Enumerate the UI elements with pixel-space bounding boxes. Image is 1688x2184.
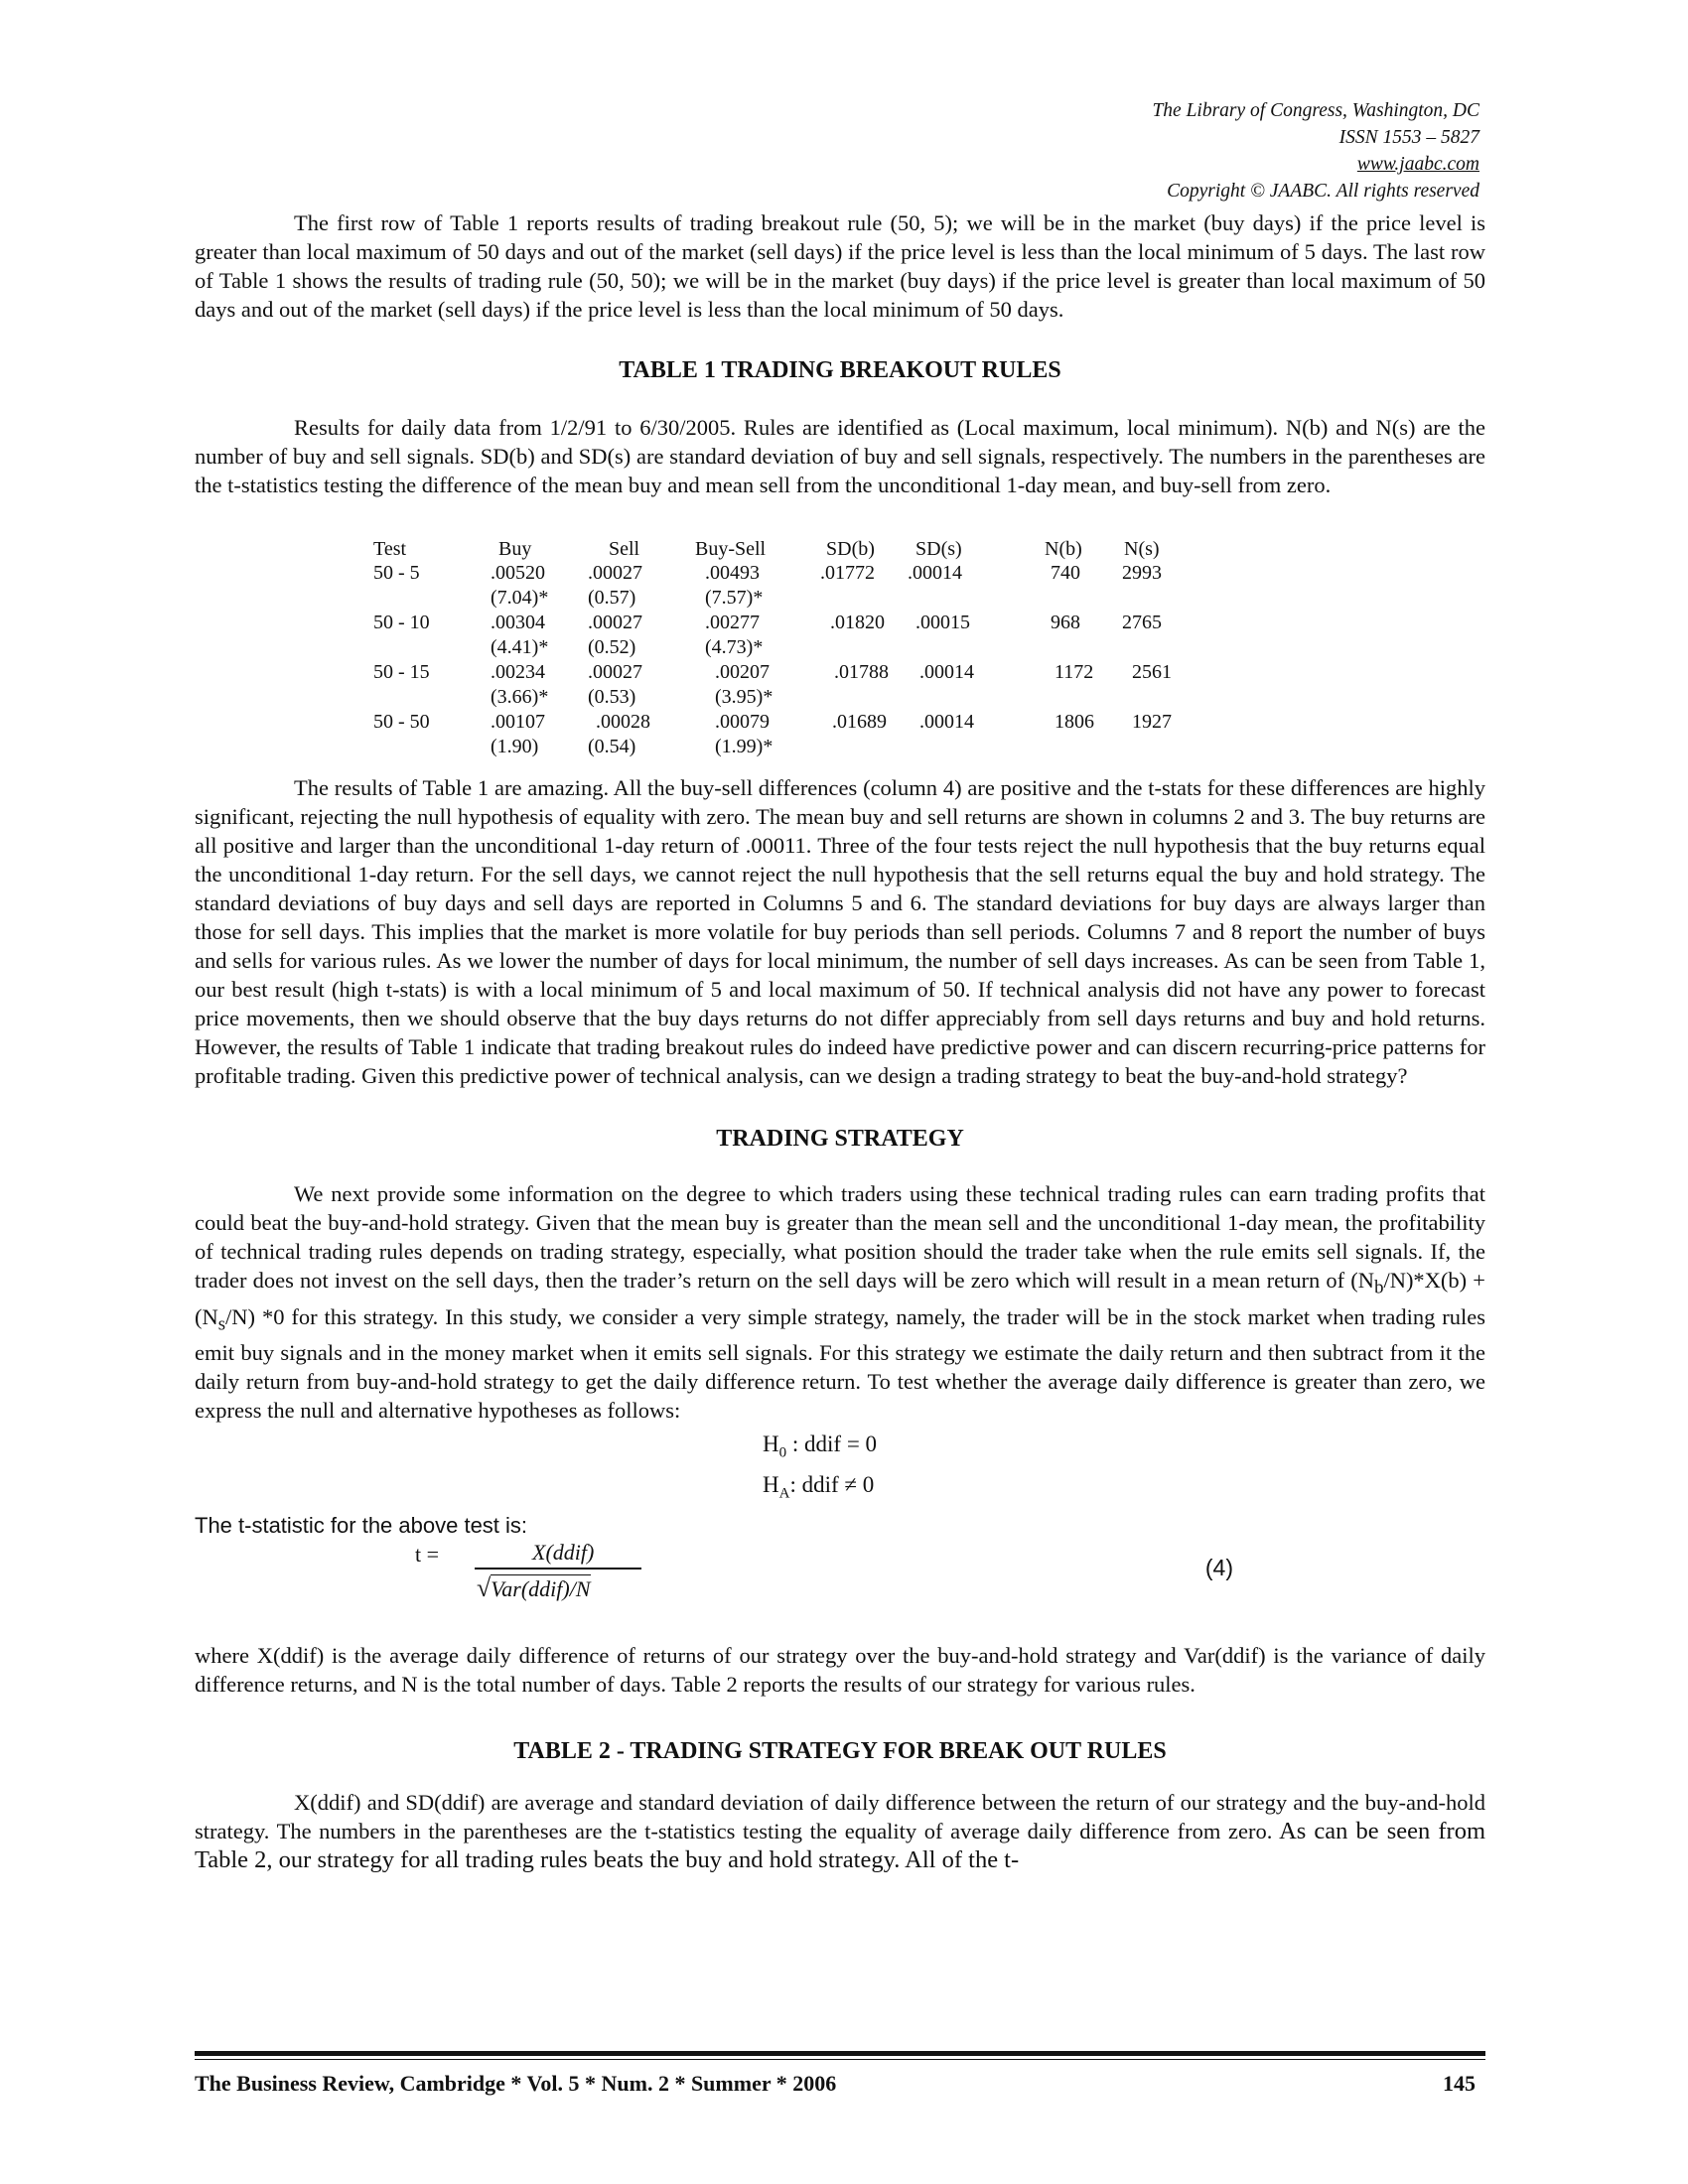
journal-citation: The Business Review, Cambridge * Vol. 5 * Num. 2 * Summer * 2006 — [195, 2071, 837, 2096]
results-paragraph: The results of Table 1 are amazing. All the buy-sell differences (column 4) are positive and the t-stats for these differences are highly significant, rejecting the null hypothesis of equality with zero. The mean buy and sell returns are shown in columns 2 and 3. The buy returns are all positive and larger than the unconditional 1-day return of .00011. Three of the four tests reject the null hypothesis that the buy returns equal the unconditional 1-day return. For the sell days, we cannot reject the null hypothesis that the sell returns equal the buy and hold strategy. The standard deviations of buy days and sell days are reported in Columns 5 and 6. The standard deviations for buy days are always larger than those for sell days. This implies that the market is more volatile for buy periods than sell periods. Columns 7 and 8 report the number of buys and sells for various rules. As we lower the number of days for local minimum, the number of sell days increases. As can be seen from Table 1, our best result (high t-stats) is with a local minimum of 5 and local maximum of 50. If technical analysis did not have any power to forecast price movements, then we should observe that the buy days returns do not differ appreciably from sell days returns and buy and hold returns. However, the results of Table 1 indicate that trading breakout rules do indeed have predictive power and can discern recurring-price patterns for profitable trading. Given this predictive power of technical analysis, can we design a trading strategy to beat the buy-and-hold strategy? — [195, 775, 1485, 1088]
row-test: 50 - 10 — [373, 612, 430, 633]
row-buy-tstat: (7.04)* — [491, 587, 549, 609]
row-buy-sell-tstat: (3.95)* — [715, 686, 774, 708]
strategy-text-c: /N) *0 for this strategy. In this study, we consider a very simple strategy, namely, the trader will be in the stock market when trading rules emit buy signals and in the money market when it emits sell signals. For this strategy we estimate the daily return and then subtract from it the daily return from buy-and-hold strategy to get the daily difference return. To test whether the average daily difference is greater than zero, we express the null and alternative hypotheses as follows: — [195, 1303, 1485, 1423]
row-nb: 1806 — [1055, 711, 1094, 733]
col-header-sdb: SD(b) — [826, 538, 875, 560]
row-nb: 968 — [1051, 612, 1080, 633]
row-ns: 2561 — [1132, 661, 1172, 683]
fraction-bar — [475, 1568, 641, 1570]
row-sds: .00014 — [919, 661, 974, 683]
row-buy-sell-tstat: (7.57)* — [705, 587, 764, 609]
equation-4 — [195, 1540, 1485, 1631]
row-buy-tstat: (4.41)* — [491, 636, 549, 658]
page-header — [983, 97, 1479, 205]
subscript-s: s — [217, 1313, 226, 1334]
col-header-buy-sell: Buy-Sell — [695, 538, 767, 560]
row-test: 50 - 50 — [373, 711, 430, 733]
row-test: 50 - 15 — [373, 661, 430, 683]
row-sell: .00027 — [588, 612, 642, 633]
row-buy-sell-tstat: (4.73)* — [705, 636, 764, 658]
row-ns: 1927 — [1132, 711, 1172, 733]
h0-subscript: 0 — [778, 1444, 787, 1461]
denominator-text: Var(ddif)/N — [491, 1576, 591, 1602]
row-sdb: .01689 — [832, 711, 887, 733]
row-buy-sell-tstat: (1.99)* — [715, 736, 774, 757]
table2-caption-b: As can be seen from Table 2, our strategy for all trading rules beats the buy and hold strategy. All of the t- — [195, 1818, 1485, 1874]
row-buy-sell: .00493 — [705, 562, 760, 584]
row-sdb: .01772 — [820, 562, 875, 584]
strategy-text-b: /N)*X(b) + (N — [195, 1268, 1485, 1329]
page-number: 145 — [1443, 2071, 1476, 2096]
col-header-test: Test — [373, 538, 407, 560]
table2-caption-a: X(ddif) and SD(ddif) are average and standard deviation of daily difference between the return of our strategy and the buy-and-hold strategy. The numbers in the parentheses are the t-statistics testing the equality of average daily difference from zero. — [195, 1790, 1485, 1844]
row-sell-tstat: (0.57) — [588, 587, 636, 609]
row-buy-sell: .00079 — [715, 711, 770, 733]
header-library: The Library of Congress, Washington, DC — [1152, 100, 1479, 121]
row-ns: 2993 — [1122, 562, 1162, 584]
row-sds: .00014 — [908, 562, 962, 584]
row-sds: .00014 — [919, 711, 974, 733]
equation-lhs: t = — [415, 1542, 440, 1568]
subscript-b: b — [1374, 1277, 1384, 1298]
table1 — [195, 535, 1485, 757]
row-sell-tstat: (0.52) — [588, 636, 636, 658]
row-sell: .00027 — [588, 562, 642, 584]
page-footer — [195, 2071, 1485, 2097]
h0-label: H — [763, 1432, 779, 1456]
ha-subscript: A — [778, 1485, 790, 1502]
col-header-ns: N(s) — [1124, 538, 1160, 560]
article-body — [195, 208, 1485, 1874]
col-header-buy: Buy — [498, 538, 532, 560]
col-header-sell: Sell — [609, 538, 640, 560]
hypotheses — [195, 1429, 1485, 1509]
null-hypothesis — [763, 1429, 1485, 1469]
equation-denominator — [477, 1573, 591, 1603]
row-sell: .00027 — [588, 661, 642, 683]
tstat-intro: The t-statistic for the above test is: — [195, 1513, 528, 1539]
row-buy: .00304 — [491, 612, 545, 633]
ha-label: H — [763, 1471, 779, 1497]
intro-paragraph: The first row of Table 1 reports results of trading breakout rule (50, 5); we will be in the market (buy days) if the price level is greater than local maximum of 50 days and out of the market (sell days) if the price level is less than the local minimum of 5 days. The last row of Table 1 shows the results of trading rule (50, 50); we will be in the market (buy days) if the price level is greater than local maximum of 50 days and out of the market (sell days) if the price level is less than the local minimum of 50 days. — [195, 210, 1485, 322]
row-ns: 2765 — [1122, 612, 1162, 633]
col-header-sds: SD(s) — [915, 538, 962, 560]
header-website-link[interactable]: www.jaabc.com — [1356, 154, 1479, 175]
header-issn: ISSN 1553 – 5827 — [1338, 127, 1479, 148]
alt-hypothesis — [763, 1469, 1485, 1510]
row-buy-sell: .00207 — [715, 661, 770, 683]
footer-rule-thick — [195, 2051, 1485, 2056]
row-sell: .00028 — [596, 711, 650, 733]
sqrt-icon: √ — [477, 1573, 492, 1603]
equation-number: (4) — [1204, 1555, 1233, 1581]
row-buy-tstat: (3.66)* — [491, 686, 549, 708]
row-nb: 1172 — [1055, 661, 1094, 683]
row-sds: .00015 — [915, 612, 970, 633]
table2-title: TABLE 2 - TRADING STRATEGY FOR BREAK OUT RULES — [513, 1738, 1167, 1765]
row-sdb: .01820 — [830, 612, 885, 633]
strategy-text-a: We next provide some information on the degree to which traders using these technical trading rules can earn trading profits that could beat the buy-and-hold strategy. Given that the mean buy is greater than the mean sell and the unconditional 1-day mean, the profitability of technical trading rules depends on trading strategy, especially, what position should the trader take when the rule emits sell signals. If, the trader does not invest on the sell days, then the trader’s return on the sell days will be zero which will result in a mean return of (N — [195, 1181, 1485, 1293]
ha-text: : ddif ≠ 0 — [789, 1471, 875, 1497]
row-test: 50 - 5 — [373, 562, 420, 584]
equation-numerator: X(ddif) — [532, 1540, 595, 1566]
strategy-paragraph — [195, 1179, 1485, 1425]
col-header-nb: N(b) — [1045, 538, 1082, 560]
after-equation-paragraph: where X(ddif) is the average daily difference of returns of our strategy over the buy-and-hold strategy and Var(ddif) is the variance of daily difference returns, and N is the total number of days. Table 2 reports the results of our strategy for various rules. — [195, 1643, 1485, 1698]
trading-strategy-title: TRADING STRATEGY — [716, 1126, 964, 1152]
row-buy: .00520 — [491, 562, 545, 584]
row-buy: .00234 — [491, 661, 545, 683]
row-sdb: .01788 — [834, 661, 889, 683]
row-sell-tstat: (0.54) — [588, 736, 636, 757]
header-copyright: Copyright © JAABC. All rights reserved — [1167, 181, 1479, 202]
row-buy-tstat: (1.90) — [491, 736, 539, 757]
table2-caption — [195, 1788, 1485, 1874]
table1-title: TABLE 1 TRADING BREAKOUT RULES — [619, 357, 1061, 383]
footer-rule-thin — [195, 2059, 1485, 2060]
h0-text: : ddif = 0 — [786, 1432, 878, 1456]
row-buy: .00107 — [491, 711, 545, 733]
row-buy-sell: .00277 — [705, 612, 760, 633]
row-sell-tstat: (0.53) — [588, 686, 636, 708]
table1-caption: Results for daily data from 1/2/91 to 6/30/2005. Rules are identified as (Local maximum, local minimum). N(b) and N(s) are the number of buy and sell signals. SD(b) and SD(s) are standard deviation of buy and sell signals, respectively. The numbers in the parentheses are the t-statistics testing the difference of the mean buy and mean sell from the unconditional 1-day mean, and buy-sell from zero. — [195, 415, 1485, 497]
row-nb: 740 — [1051, 562, 1080, 584]
